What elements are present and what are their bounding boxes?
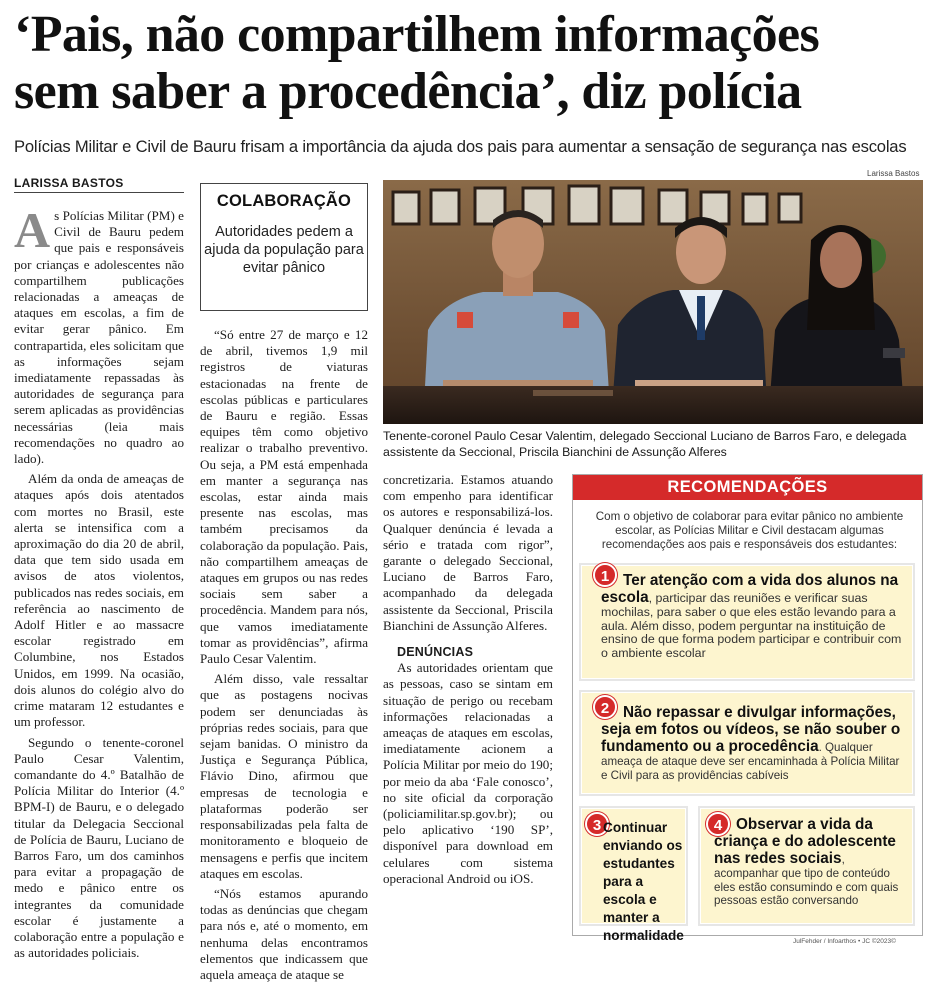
recommendation-lead: Ter atenção com a vida dos alunos na escola xyxy=(601,572,899,606)
recommendation-detail: . Qualquer ameaça de ataque deve ser encaminhada à Polícia Militar e Civil para as providências cabíveis xyxy=(601,741,900,782)
recommendation-detail: , acompanhar que tipo de conteúdo eles estão consumindo e com quais pessoas estão conversando xyxy=(714,853,899,908)
graphic-credit: JulFehder / Infoarthos • JC ©2023© xyxy=(793,938,896,945)
paragraph: As autoridades orientam que as pessoas, caso se sintam em situação de perigo ou recebam informações relacionadas a ameaças de ataques em escolas, imediatamente acionem a Polícia Militar por meio do 190; por meio da aba ‘Fale conosco’, no site oficial da corporação (policiamilitar.sp.gov.br); ou pelo aplicativo ‘190 SP’, disponível para download em celulares com sistema operacional Android ou iOS. xyxy=(383,660,553,886)
recommendation-text xyxy=(601,572,909,660)
recommendations-intro: Com o objetivo de colaborar para evitar pânico no ambiente escolar, as Polícias Militar e Civil destacam algumas recomendações aos pais e responsáveis dos estudantes: xyxy=(595,510,904,551)
photo-credit: Larissa Bastos xyxy=(867,169,920,178)
recommendation-detail: , participar das reuniões e verificar suas mochilas, para saber o que eles estão levando para a aula. Além disso, podem perguntar na instituição de ensino de que forma podem participar e contribuir com o ambiente escolar xyxy=(601,591,902,660)
byline: LARISSA BASTOS xyxy=(14,176,184,193)
recommendation-text xyxy=(603,819,687,945)
recommendation-card-2 xyxy=(579,690,915,796)
number-badge: 3 xyxy=(585,812,609,836)
section-subtitle: DENÚNCIAS xyxy=(397,645,474,660)
recommendation-text xyxy=(601,704,909,782)
paragraph: Segundo o tenente-coronel Paulo Cesar Valentim, comandante do 4.º Batalhão de Polícia Militar do Interior (4.º BPM-I) de Bauru, e o delegado titular da Delegacia Seccional de Polícia de Bauru, Luciano de Barros Faro, um dos caminhos para evitar a propagação de medo e pânico entre os integrantes da comunidade escolar é justamente a colaboração entre a população e as autoridades policiais. xyxy=(14,734,184,961)
headline-line-2: sem saber a procedência’, diz polícia xyxy=(14,63,802,120)
collaboration-text: Autoridades pedem a ajuda da população para evitar pânico xyxy=(204,224,364,276)
paragraph: “Nós estamos apurando todas as denúncias que chegam para nós e, até o momento, em nenhuma delas encontramos elementos que indicassem que aquela ameaça de ataque se xyxy=(200,885,368,982)
article-column-2 xyxy=(200,327,368,983)
recommendation-lead: Não repassar e divulgar informações, seja em fotos ou vídeos, se não souber o fundamento ou a procedência xyxy=(601,704,901,755)
drop-cap: A xyxy=(14,202,51,258)
recommendation-card-1 xyxy=(579,563,915,681)
news-photo xyxy=(383,180,923,424)
headline xyxy=(14,6,929,120)
recommendation-card-3 xyxy=(579,806,688,943)
paragraph: Além disso, vale ressaltar que as postagens nocivas podem ser denunciadas às próprias redes sociais, para que sejam banidas. O ministro da Justiça e Segurança Pública, Flávio Dino, afirmou que empresas de tecnologia e plataformas poderão ser responsabilizadas pela falta de monitoramento e bloqueio de mensagens e perfis que incitem ataques em escolas. xyxy=(200,671,368,881)
officers-photo-illustration xyxy=(383,180,923,424)
article-column-1 xyxy=(14,202,184,961)
photo-caption: Tenente-coronel Paulo Cesar Valentim, delegado Seccional Luciano de Barros Faro, e delegada assistente da Seccional, Priscila Bianchini de Assunção Alferes xyxy=(383,429,907,459)
recommendation-lead: Continuar enviando os estudantes para a escola e manter a normalidade xyxy=(603,820,684,943)
subheadline: Polícias Militar e Civil de Bauru frisam a importância da ajuda dos pais para aumentar a sensação de segurança nas escolas xyxy=(14,137,907,156)
number-badge: 4 xyxy=(706,812,730,836)
number-badge: 1 xyxy=(593,563,617,587)
paragraph-text: s Polícias Militar (PM) e Civil de Bauru pedem que pais e responsáveis por crianças e adolescentes não compartilhem publicações relacionadas a ameaças de ataques em escolas, a fim de evitar gerar pânico. Em contrapartida, eles solicitam que as informações sejam imediatamente repassadas às autoridades de segurança para serem aplicadas as providências necessárias (leia mais recomendações no quadro ao lado). xyxy=(14,208,184,467)
recommendation-card-4 xyxy=(698,806,915,926)
recommendation-text xyxy=(714,816,912,908)
collaboration-box xyxy=(200,183,368,311)
headline-line-1: ‘Pais, não compartilhem informações xyxy=(14,6,820,63)
recommendations-title: RECOMENDAÇÕES xyxy=(573,475,922,500)
paragraph: Além da onda de ameaças de ataques após dois atentados com mortes no Brasil, este alerta se intensifica com a aproximação do dia 20 de abril, data que tem sido usada em avisos de atos violentos, publicados nas redes sociais, em referência ao nascimento de Adolf Hitler e ao massacre escolar registrado em Columbine, nos Estados Unidos, em 1999. Na ocasião, dois alunos do colégio alvo do crime mataram 12 estudantes e um professor. xyxy=(14,471,184,730)
collaboration-title: COLABORAÇÃO xyxy=(216,192,352,210)
paragraph: “Só entre 27 de março e 12 de abril, tivemos 1,9 mil registros de viaturas estacionadas na frente de escolas públicas e particulares de Bauru e região. Essas equipes têm como objetivo realizar o trabalho preventivo. Ou seja, a PM está empenhada em manter a segurança nas escolas, estar ainda mais presente nas escolas, mas também precisamos da colaboração da população. Pais, não compartilhem ameaças de ataques em grupos ou nas redes sociais sem saber a procedência. Mandem para nós, que vamos imediatamente tomar as providências”, afirma Paulo Cesar Valentim. xyxy=(200,327,368,667)
paragraph xyxy=(14,202,184,467)
article-column-3 xyxy=(383,472,553,887)
paragraph: concretizaria. Estamos atuando com empenho para identificar os autores e responsabilizá-los. Qualquer denúncia é levada a sério e tratada com rigor”, garante o delegado Seccional, Luciano de Barros Faro, acompanhado da delegada assistente da Seccional, Priscila Bianchini de Assunção Alferes. xyxy=(383,472,553,633)
number-badge: 2 xyxy=(593,695,617,719)
recommendation-lead: Observar a vida da criança e do adolescente nas redes sociais xyxy=(714,816,896,867)
